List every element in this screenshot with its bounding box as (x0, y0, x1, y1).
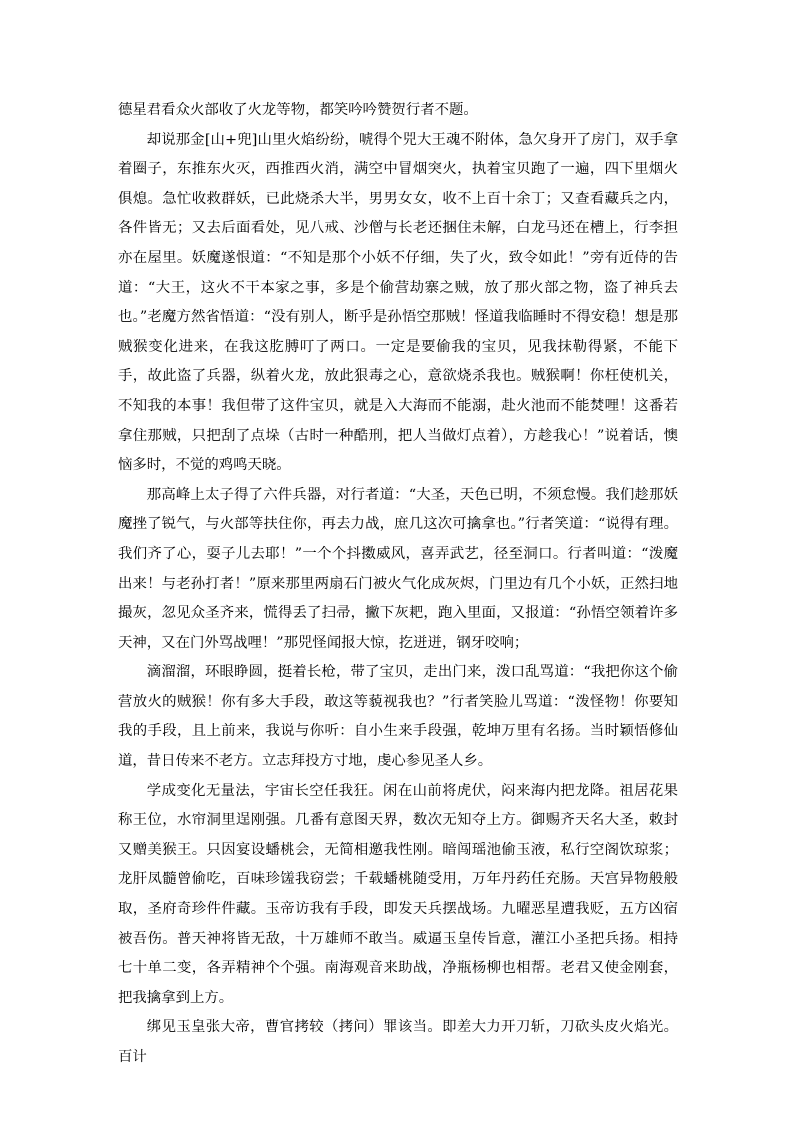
paragraph: 德星君看众火部收了火龙等物，都笑吟吟赞贺行者不题。 (118, 102, 478, 118)
paragraph: 学成变化无量法，宇宙长空任我狂。闲在山前将虎伏，闷来海内把龙降。祖居花果称王位，水帘洞里逞刚强。几番有意图天界，数次无知夺上方。御赐齐天名大圣，敕封又赠美猴王。只因宴设蟠桃会，无简相邀我性刚。暗闯瑶池偷玉液，私行空阁饮琼浆；龙肝凤髓曾偷吃，百味珍馐我窃尝；千载蟠桃随受用，万年丹药任充肠。天宫异物般般取，圣府奇珍件件藏。玉帝访我有手段，即发天兵摆战场。九曜恶星遭我贬，五方凶宿被吾伤。普天神将皆无敌，十万雄师不敢当。威逼玉皇传旨意，灌江小圣把兵扬。相持七十单二变，各弄精神个个强。南海观音来助战，净瓶杨柳也相帮。老君又使金刚套，把我擒拿到上方。 (118, 782, 678, 1006)
paragraph: 滴溜溜，环眼睁圆，挺着长枪，带了宝贝，走出门来，泼口乱骂道：“我把你这个偷营放火的贼猴！你有多大手段，敢这等藐视我也？”行者笑脸儿骂道：“泼怪物！你要知我的手段，且上前来，我说与你听：自小生来手段强，乾坤万里有名扬。当时颖悟修仙道，昔日传来不老方。立志拜投方寸地，虔心参见圣人乡。 (118, 664, 678, 770)
document-page (118, 96, 678, 1073)
paragraph: 绑见玉皇张大帝，曹官拷较（拷问）罪该当。即差大力开刀斩，刀砍头皮火焰光。百计 (118, 1019, 678, 1065)
paragraph: 那高峰上太子得了六件兵器，对行者道：“大圣，天色已明，不须怠慢。我们趁那妖魔挫了锐气，与火部等扶住你，再去力战，庶几这次可擒拿也。”行者笑道：“说得有理。我们齐了心，耍子儿去耶！”一个个抖擞威风，喜弄武艺，径至洞口。行者叫道：“泼魔出来！与老孙打者！”原来那里两扇石门被火气化成灰烬，门里边有几个小妖，正然扫地撮灰，忽见众圣齐来，慌得丢了扫帚，撇下灰耙，跑入里面，又报道：“孙悟空领着许多天神，又在门外骂战哩！”那兕怪闻报大惊，扢迸迸，钢牙咬响； (118, 486, 678, 651)
paragraph: 却说那金[山+兜]山里火焰纷纷，唬得个兕大王魂不附体，急欠身开了房门，双手拿着圈子，东推东火灭，西推西火消，满空中冒烟突火，执着宝贝跑了一遍，四下里烟火俱熄。急忙收救群妖，已此烧杀大半，男男女女，收不上百十余丁；又查看藏兵之内，各件皆无；又去后面看处，见八戒、沙僧与长老还捆住未解，白龙马还在槽上，行李担亦在屋里。妖魔遂恨道：“不知是那个小妖不仔细，失了火，致令如此！”旁有近侍的告道：“大王，这火不干本家之事，多是个偷营劫寨之贼，放了那火部之物，盗了神兵去也。”老魔方然省悟道：“没有别人，断乎是孙悟空那贼！怪道我临睡时不得安稳！想是那贼猴变化进来，在我这肐膊叮了两口。一定是要偷我的宝贝，见我抹勒得紧，不能下手，故此盗了兵器，纵着火龙，放此狠毒之心，意欲烧杀我也。贼猴啊！你枉使机关，不知我的本事！我但带了这件宝贝，就是入大海而不能溺，赴火池而不能焚哩！这番若拿住那贼，只把刮了点垛（古时一种酷刑，把人当做灯点着），方趁我心！”说着话，懊恼多时，不觉的鸡鸣天晓。 (118, 131, 678, 474)
